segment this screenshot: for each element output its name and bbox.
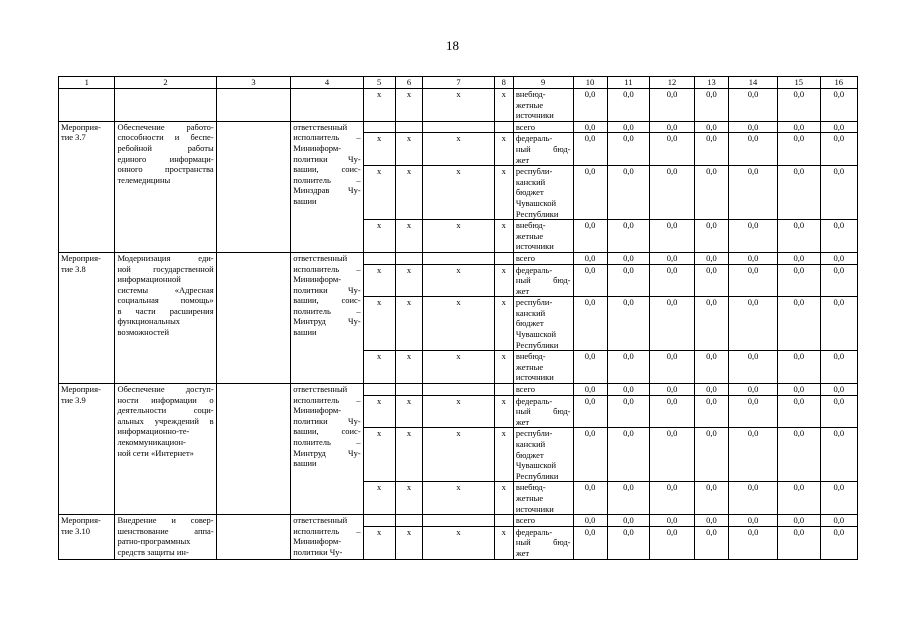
value-cell: 0,0 [650,252,695,264]
value-cell: 0,0 [573,121,607,133]
measure-executor: ответственный исполнитель – Мининформ- политики Чу- [291,515,363,559]
value-cell: 0,0 [650,121,695,133]
x-mark: x [395,89,423,122]
source-respublika: республи- канский бюджет Чувашской Республики [513,297,573,351]
value-cell: 0,0 [820,515,857,527]
column-number: 12 [650,77,695,89]
value-cell: 0,0 [778,351,821,384]
value-cell: 0,0 [650,220,695,253]
empty-cell [423,252,494,264]
empty-cell [216,252,291,383]
value-cell: 0,0 [694,252,728,264]
x-mark: x [494,428,513,482]
column-number: 6 [395,77,423,89]
x-mark: x [494,264,513,297]
value-cell: 0,0 [820,252,857,264]
header-row [59,77,858,89]
empty-cell [363,515,395,527]
measure-name: Мероприя- тие 3.7 [59,121,115,252]
value-cell: 0,0 [694,482,728,515]
empty-cell [363,252,395,264]
x-mark: x [363,220,395,253]
measure-description: Внедрение и совер- шенствование аппа- ратно-программных средств защиты ин- [115,515,216,559]
value-cell: 0,0 [729,166,778,220]
x-mark: x [494,220,513,253]
value-cell: 0,0 [778,384,821,396]
value-cell: 0,0 [729,515,778,527]
value-cell: 0,0 [820,264,857,297]
value-cell: 0,0 [607,252,650,264]
column-number: 2 [115,77,216,89]
column-number: 9 [513,77,573,89]
x-mark: x [363,482,395,515]
measure-executor: ответственный исполнитель – Мининформ- политики Чу- вашии, соис- полнитель – Минздрав Чу- вашии [291,121,363,252]
x-mark: x [423,89,494,122]
value-cell: 0,0 [650,166,695,220]
value-cell: 0,0 [573,384,607,396]
source-federal: федераль- ный бюд- жет [513,395,573,428]
value-cell: 0,0 [778,89,821,122]
x-mark: x [494,351,513,384]
value-cell: 0,0 [607,220,650,253]
value-cell: 0,0 [573,395,607,428]
source-respublika: республи- канский бюджет Чувашской Республики [513,428,573,482]
value-cell: 0,0 [573,89,607,122]
value-cell: 0,0 [694,351,728,384]
x-mark: x [423,395,494,428]
value-cell: 0,0 [820,384,857,396]
empty-cell [59,89,115,122]
x-mark: x [395,428,423,482]
x-mark: x [423,526,494,559]
value-cell: 0,0 [778,395,821,428]
value-cell: 0,0 [573,220,607,253]
value-cell: 0,0 [778,526,821,559]
value-cell: 0,0 [820,133,857,166]
table-row [59,515,858,527]
column-number: 14 [729,77,778,89]
column-number: 15 [778,77,821,89]
value-cell: 0,0 [820,89,857,122]
value-cell: 0,0 [573,482,607,515]
source-vsego: всего [513,121,573,133]
x-mark: x [395,482,423,515]
x-mark: x [395,297,423,351]
value-cell: 0,0 [778,264,821,297]
value-cell: 0,0 [778,133,821,166]
empty-cell [395,384,423,396]
measure-executor: ответственный исполнитель – Мининформ- политики Чу- вашии, соис- полнитель – Минтруд Чу- вашии [291,384,363,515]
measure-name: Мероприя- тие 3.8 [59,252,115,383]
value-cell: 0,0 [729,121,778,133]
value-cell: 0,0 [729,351,778,384]
value-cell: 0,0 [820,482,857,515]
x-mark: x [423,482,494,515]
table-row [59,252,858,264]
value-cell: 0,0 [694,133,728,166]
value-cell: 0,0 [607,133,650,166]
empty-cell [423,384,494,396]
empty-cell [494,515,513,527]
x-mark: x [423,166,494,220]
column-number: 1 [59,77,115,89]
value-cell: 0,0 [607,526,650,559]
measure-name: Мероприя- тие 3.10 [59,515,115,559]
value-cell: 0,0 [573,526,607,559]
value-cell: 0,0 [650,264,695,297]
value-cell: 0,0 [729,428,778,482]
value-cell: 0,0 [607,384,650,396]
column-number: 11 [607,77,650,89]
measure-description: Обеспечение доступ- ности информации о деятельности соци- альных учреждений в информационно-те- лекоммуникацион- ной сети «Интернет» [115,384,216,515]
x-mark: x [423,133,494,166]
value-cell: 0,0 [694,526,728,559]
column-number: 13 [694,77,728,89]
empty-cell [423,515,494,527]
value-cell: 0,0 [573,297,607,351]
x-mark: x [363,89,395,122]
source-federal: федераль- ный бюд- жет [513,264,573,297]
x-mark: x [363,297,395,351]
value-cell: 0,0 [778,428,821,482]
value-cell: 0,0 [729,252,778,264]
value-cell: 0,0 [778,297,821,351]
value-cell: 0,0 [820,428,857,482]
value-cell: 0,0 [778,252,821,264]
empty-cell [494,121,513,133]
source-vsego: всего [513,515,573,527]
source-vnebud: внебюд- жетные источники [513,482,573,515]
value-cell: 0,0 [573,252,607,264]
empty-cell [494,384,513,396]
empty-cell [494,252,513,264]
value-cell: 0,0 [778,166,821,220]
x-mark: x [363,395,395,428]
value-cell: 0,0 [694,428,728,482]
value-cell: 0,0 [694,264,728,297]
value-cell: 0,0 [607,121,650,133]
x-mark: x [395,220,423,253]
x-mark: x [423,297,494,351]
value-cell: 0,0 [607,395,650,428]
source-federal: федераль- ный бюд- жет [513,526,573,559]
x-mark: x [395,166,423,220]
empty-cell [291,89,363,122]
empty-cell [363,121,395,133]
x-mark: x [494,166,513,220]
value-cell: 0,0 [820,351,857,384]
value-cell: 0,0 [778,220,821,253]
source-vnebud: внебюд- жетные источники [513,220,573,253]
value-cell: 0,0 [729,220,778,253]
empty-cell [423,121,494,133]
value-cell: 0,0 [820,220,857,253]
value-cell: 0,0 [729,384,778,396]
x-mark: x [494,133,513,166]
table-row [59,384,858,396]
x-mark: x [363,526,395,559]
source-vsego: всего [513,384,573,396]
value-cell: 0,0 [694,297,728,351]
value-cell: 0,0 [650,351,695,384]
value-cell: 0,0 [607,264,650,297]
x-mark: x [494,526,513,559]
empty-cell [395,121,423,133]
source-vnebud: внебюд- жетные источники [513,351,573,384]
value-cell: 0,0 [573,515,607,527]
value-cell: 0,0 [694,89,728,122]
value-cell: 0,0 [573,166,607,220]
source-vsego: всего [513,252,573,264]
x-mark: x [363,264,395,297]
value-cell: 0,0 [820,121,857,133]
value-cell: 0,0 [778,121,821,133]
value-cell: 0,0 [650,89,695,122]
x-mark: x [494,482,513,515]
column-number: 3 [216,77,291,89]
value-cell: 0,0 [820,297,857,351]
source-vnebud: внебюд- жетные источники [513,89,573,122]
x-mark: x [363,428,395,482]
value-cell: 0,0 [729,133,778,166]
value-cell: 0,0 [694,384,728,396]
empty-cell [216,121,291,252]
x-mark: x [423,428,494,482]
value-cell: 0,0 [650,133,695,166]
budget-table [58,76,858,560]
value-cell: 0,0 [729,264,778,297]
x-mark: x [363,351,395,384]
value-cell: 0,0 [820,526,857,559]
value-cell: 0,0 [729,482,778,515]
value-cell: 0,0 [650,297,695,351]
x-mark: x [423,351,494,384]
column-number: 16 [820,77,857,89]
value-cell: 0,0 [694,121,728,133]
x-mark: x [363,133,395,166]
x-mark: x [395,395,423,428]
page-number: 18 [446,38,459,53]
value-cell: 0,0 [694,220,728,253]
value-cell: 0,0 [778,515,821,527]
empty-cell [363,384,395,396]
column-number: 8 [494,77,513,89]
value-cell: 0,0 [820,395,857,428]
value-cell: 0,0 [607,166,650,220]
x-mark: x [494,395,513,428]
measure-executor: ответственный исполнитель – Мининформ- политики Чу- вашии, соис- полнитель – Минтруд Чу- вашии [291,252,363,383]
value-cell: 0,0 [607,515,650,527]
value-cell: 0,0 [729,526,778,559]
value-cell: 0,0 [607,428,650,482]
value-cell: 0,0 [694,395,728,428]
measure-description: Обеспечение работо- способности и беспе- ребойной работы единого информаци- онного пространства телемедицины [115,121,216,252]
empty-cell [216,515,291,559]
value-cell: 0,0 [650,515,695,527]
x-mark: x [363,166,395,220]
empty-cell [216,89,291,122]
measure-name: Мероприя- тие 3.9 [59,384,115,515]
value-cell: 0,0 [778,482,821,515]
value-cell: 0,0 [573,133,607,166]
column-number: 10 [573,77,607,89]
x-mark: x [494,297,513,351]
x-mark: x [395,264,423,297]
x-mark: x [395,526,423,559]
column-number: 5 [363,77,395,89]
empty-cell [395,515,423,527]
value-cell: 0,0 [650,428,695,482]
empty-cell [115,89,216,122]
value-cell: 0,0 [729,297,778,351]
x-mark: x [494,89,513,122]
value-cell: 0,0 [694,166,728,220]
value-cell: 0,0 [729,89,778,122]
value-cell: 0,0 [650,482,695,515]
value-cell: 0,0 [650,395,695,428]
value-cell: 0,0 [573,351,607,384]
x-mark: x [423,264,494,297]
value-cell: 0,0 [650,384,695,396]
table-row [59,89,858,122]
column-number: 7 [423,77,494,89]
value-cell: 0,0 [573,264,607,297]
value-cell: 0,0 [573,428,607,482]
x-mark: x [395,133,423,166]
table-row [59,121,858,133]
value-cell: 0,0 [607,297,650,351]
x-mark: x [395,351,423,384]
value-cell: 0,0 [650,526,695,559]
value-cell: 0,0 [607,351,650,384]
empty-cell [216,384,291,515]
empty-cell [395,252,423,264]
column-number: 4 [291,77,363,89]
source-federal: федераль- ный бюд- жет [513,133,573,166]
value-cell: 0,0 [694,515,728,527]
measure-description: Модернизация еди- ной государственной информационной системы «Адресная социальная помощь» в части расширения функциональных возможностей [115,252,216,383]
value-cell: 0,0 [607,482,650,515]
x-mark: x [423,220,494,253]
value-cell: 0,0 [820,166,857,220]
value-cell: 0,0 [607,89,650,122]
value-cell: 0,0 [729,395,778,428]
source-respublika: республи- канский бюджет Чувашской Республики [513,166,573,220]
